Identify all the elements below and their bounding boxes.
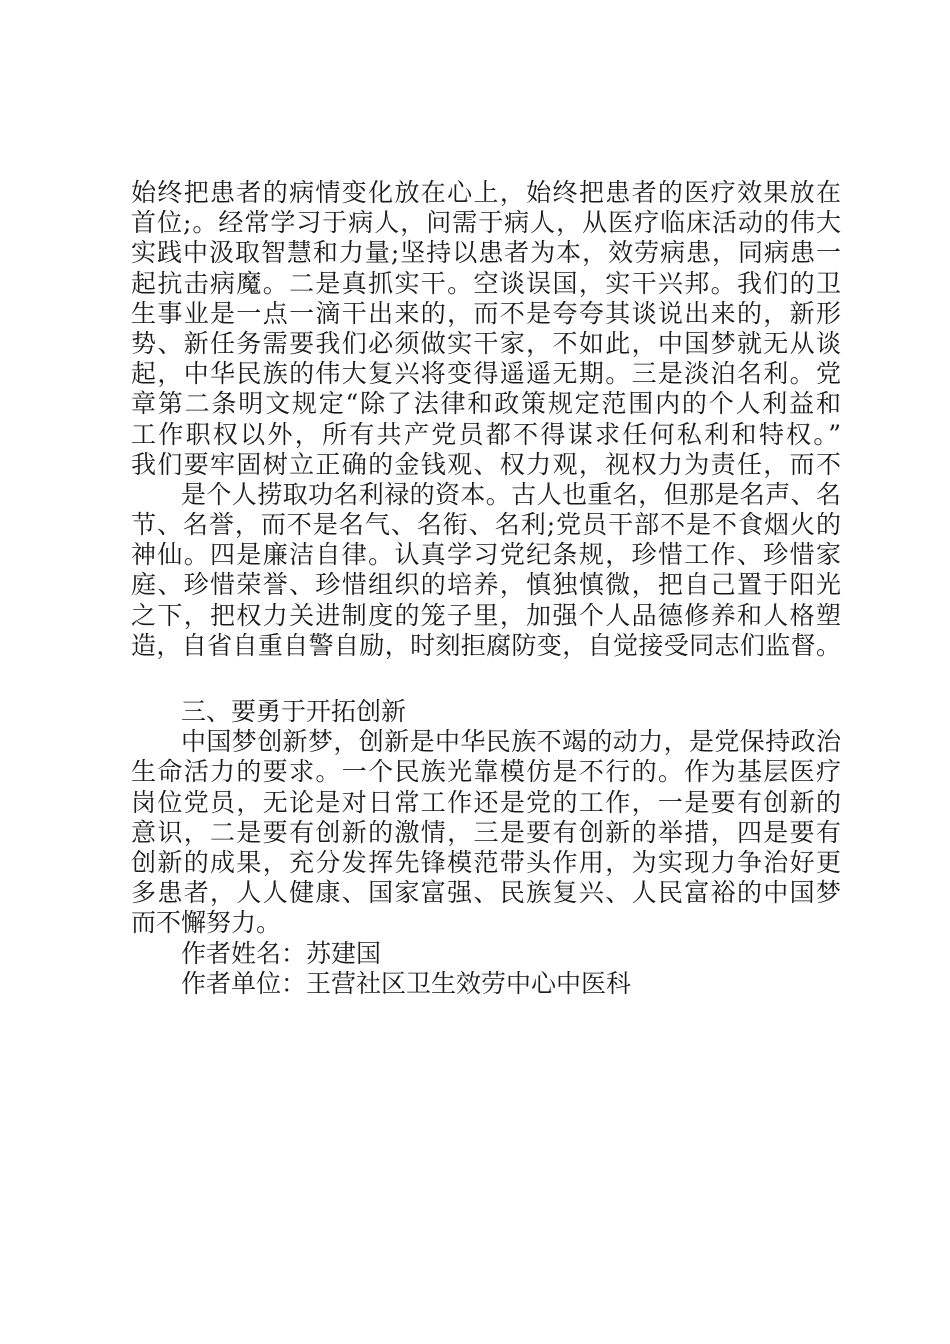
paragraph-1-line: 起抗击病魔。二是真抓实干。空谈误国，实干兴邦。我们的卫 [131,268,841,298]
paragraph-2-line: 节、名誉，而不是名气、名衔、名利;党员干部不是不食烟火的 [131,510,841,540]
paragraph-1-line: 始终把患者的病情变化放在心上，始终把患者的医疗效果放在 [131,178,841,207]
paragraph-2-line: 庭、珍惜荣誉、珍惜组织的培养，慎独慎微，把自己置于阳光 [131,570,841,600]
paragraph-3-line: 多患者，人人健康、国家富强、民族复兴、人民富裕的中国梦 [131,878,841,908]
paragraph-3-line: 岗位党员，无论是对日常工作还是党的工作，一是要有创新的 [131,787,841,817]
author-name: 作者姓名：苏建国 [181,938,382,968]
paragraph-2-line: 造，自省自重自警自励，时刻拒腐防变，自觉接受同志们监督。 [131,630,841,660]
paragraph-3-line: 而不懈努力。 [131,908,282,938]
paragraph-1-line: 实践中汲取智慧和力量;坚持以患者为本，效劳病患，同病患一 [131,238,841,268]
paragraph-3-line: 生命活力的要求。一个民族光靠模仿是不行的。作为基层医疗 [131,757,841,787]
paragraph-1-line: 势、新任务需要我们必须做实干家，不如此，中国梦就无从谈 [131,328,841,358]
paragraph-1-line: 工作职权以外，所有共产党员都不得谋求任何私利和特权。” [131,419,841,449]
paragraph-3-line: 创新的成果，充分发挥先锋模范带头作用，为实现力争治好更 [131,847,841,877]
section-heading: 三、要勇于开拓创新 [181,697,407,726]
author-unit: 作者单位：王营社区卫生效劳中心中医科 [181,968,632,998]
paragraph-3-line: 中国梦创新梦，创新是中华民族不竭的动力，是党保持政治 [181,727,841,757]
paragraph-1-line: 生事业是一点一滴干出来的，而不是夸夸其谈说出来的，新形 [131,298,841,328]
paragraph-2-line: 神仙。四是廉洁自律。认真学习党纪条规，珍惜工作、珍惜家 [131,540,841,570]
body-text-lower [131,697,841,999]
paragraph-1-line: 首位;。经常学习于病人，问需于病人，从医疗临床活动的伟大 [131,208,841,238]
paragraph-1-line: 章第二条明文规定“除了法律和政策规定范围内的个人利益和 [131,389,841,419]
paragraph-2-line: 是个人捞取功名利禄的资本。古人也重名，但那是名声、名 [181,479,841,509]
paragraph-1-line: 起，中华民族的伟大复兴将变得遥遥无期。三是淡泊名利。党 [131,359,841,389]
paragraph-2-line: 之下，把权力关进制度的笼子里，加强个人品德修养和人格塑 [131,600,841,630]
body-text-upper [131,178,841,661]
paragraph-1-line: 我们要牢固树立正确的金钱观、权力观，视权力为责任，而不 [131,449,841,479]
paragraph-3-line: 意识，二是要有创新的激情，三是要有创新的举措，四是要有 [131,817,841,847]
